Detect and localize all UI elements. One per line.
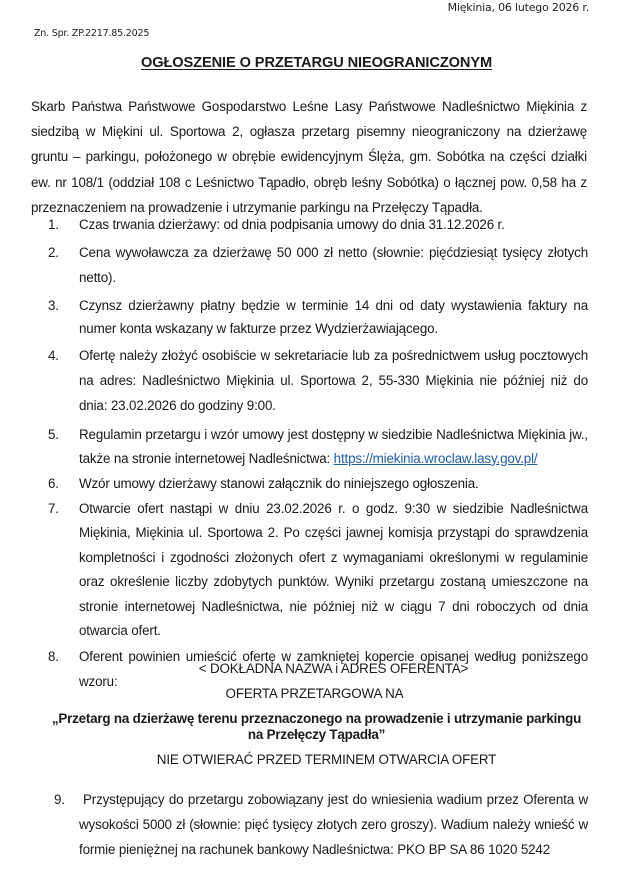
list-item — [48, 787, 588, 863]
list-item-number: 5. — [48, 426, 59, 442]
list-item — [48, 473, 588, 495]
list-item-number: 8. — [48, 649, 59, 665]
list-item-text: Wzór umowy dzierżawy stanowi załącznik do niniejszego ogłoszenia. — [79, 475, 479, 491]
list-item-number: 1. — [48, 217, 59, 232]
list-item — [48, 343, 588, 419]
envelope-tender-subject-line2: na Przełęczy Tąpadła” — [247, 726, 386, 742]
envelope-tender-subject-line1: „Przetarg na dzierżawę terenu przeznaczonego na prowadzenie i utrzymanie parkingu — [51, 711, 582, 726]
list-item-number: 9. — [54, 792, 65, 807]
list-item-text: Ofertę należy złożyć osobiście w sekretariacie lub za pośrednictwem usług pocztowych na adres: Nadleśnictwo Miękinia ul. Sportowa 2, 55-330 Miękinia nie później niż do dnia: 23.02.2026 do godziny 9:00. — [79, 347, 588, 414]
envelope-offeror-name: < DOKŁADNA NAZWA i ADRES OFERENTA> — [198, 661, 469, 676]
list-item-text-body: Regulamin przetargu i wzór umowy jest dostępny w siedzibie Nadleśnictwa Miękinia jw., także na stronie internetowej Nadleśnictwa: — [79, 426, 588, 466]
list-item-text: Otwarcie ofert nastąpi w dniu 23.02.2026 r. o godz. 9:30 w siedzibie Nadleśnictwa Miękinia, Miękinia ul. Sportowa 2. Po części jawnej komisja przystąpi do sprawdzenia kompletności i zgodności złożonych ofert z wymaganiami określonymi w regulaminie oraz określenie liczby zdobytych punktów. Wyniki przetargu zostaną umieszczone na stronie internetowej Nadleśnictwa, nie później niż w ciągu 7 dni roboczych od dnia otwarcia ofert. — [79, 500, 588, 639]
list-item — [48, 497, 588, 645]
envelope-offer-label: OFERTA PRZETARGOWA NA — [225, 686, 404, 701]
list-item — [48, 240, 588, 290]
list-item-number: 7. — [48, 500, 59, 516]
list-item — [48, 423, 588, 471]
list-item-number: 3. — [48, 297, 59, 313]
website-link[interactable]: https://miekinia.wroclaw.lasy.gov.pl/ — [333, 450, 538, 466]
list-item — [48, 214, 588, 236]
document-title: OGŁOSZENIE O PRZETARGU NIEOGRANICZONYM — [140, 55, 493, 71]
list-item-text: Cena wywoławcza za dzierżawę 50 000 zł netto (słownie: pięćdziesiąt tysięcy złotych netto). — [79, 244, 588, 285]
list-item-text — [79, 423, 588, 471]
conditions-list — [48, 214, 588, 694]
list-item-text: Czas trwania dzierżawy: od dnia podpisania umowy do dnia 31.12.2026 r. — [79, 217, 505, 232]
list-item-number: 4. — [48, 347, 59, 363]
document-date: Miękinia, 06 lutego 2026 r. — [447, 1, 589, 14]
envelope-tender-subject — [0, 711, 633, 742]
intro-paragraph: Skarb Państwa Państwowe Gospodarstwo Leśne Lasy Państwowe Nadleśnictwo Miękinia z siedzibą w Miękini ul. Sportowa 2, ogłasza przetarg pisemny nieograniczony na dzierżawę gruntu – parkingu, położonego w obrębie ewidencyjnym Ślęża, gm. Sobótka na części działki ew. nr 108/1 (oddział 108 c Leśnictwo Tąpadło, obręb leśny Sobótka) o łącznej pow. 0,58 ha z przeznaczeniem na prowadzenie i utrzymanie parkingu na Przełęczy Tąpadła. — [31, 99, 587, 215]
reference-number: Zn. Spr. ZP.2217.85.2025 — [34, 28, 150, 39]
list-item — [48, 294, 588, 341]
list-item-number: 6. — [48, 475, 59, 491]
list-item-number: 2. — [48, 244, 59, 260]
list-item-text: Czynsz dzierżawny płatny będzie w terminie 14 dni od daty wystawienia faktury na numer konta wskazany w fakturze przez Wydzierżawiającego. — [79, 297, 588, 337]
list-item-text: Przystępujący do przetargu zobowiązany jest do wniesienia wadium przez Oferenta w wysokości 5000 zł (słownie: pięć tysięcy złotych zero groszy). Wadium należy wnieść w formie pieniężnej na rachunek bankowy Nadleśnictwa: PKO BP SA 86 1020 5242 — [79, 792, 588, 858]
envelope-warning: NIE OTWIERAĆ PRZED TERMINEM OTWARCIA OFERT — [156, 752, 497, 767]
list-item-text: Oferent powinien umieścić ofertę w zamkniętej kopercie opisanej według poniższego wzoru: — [79, 649, 588, 689]
